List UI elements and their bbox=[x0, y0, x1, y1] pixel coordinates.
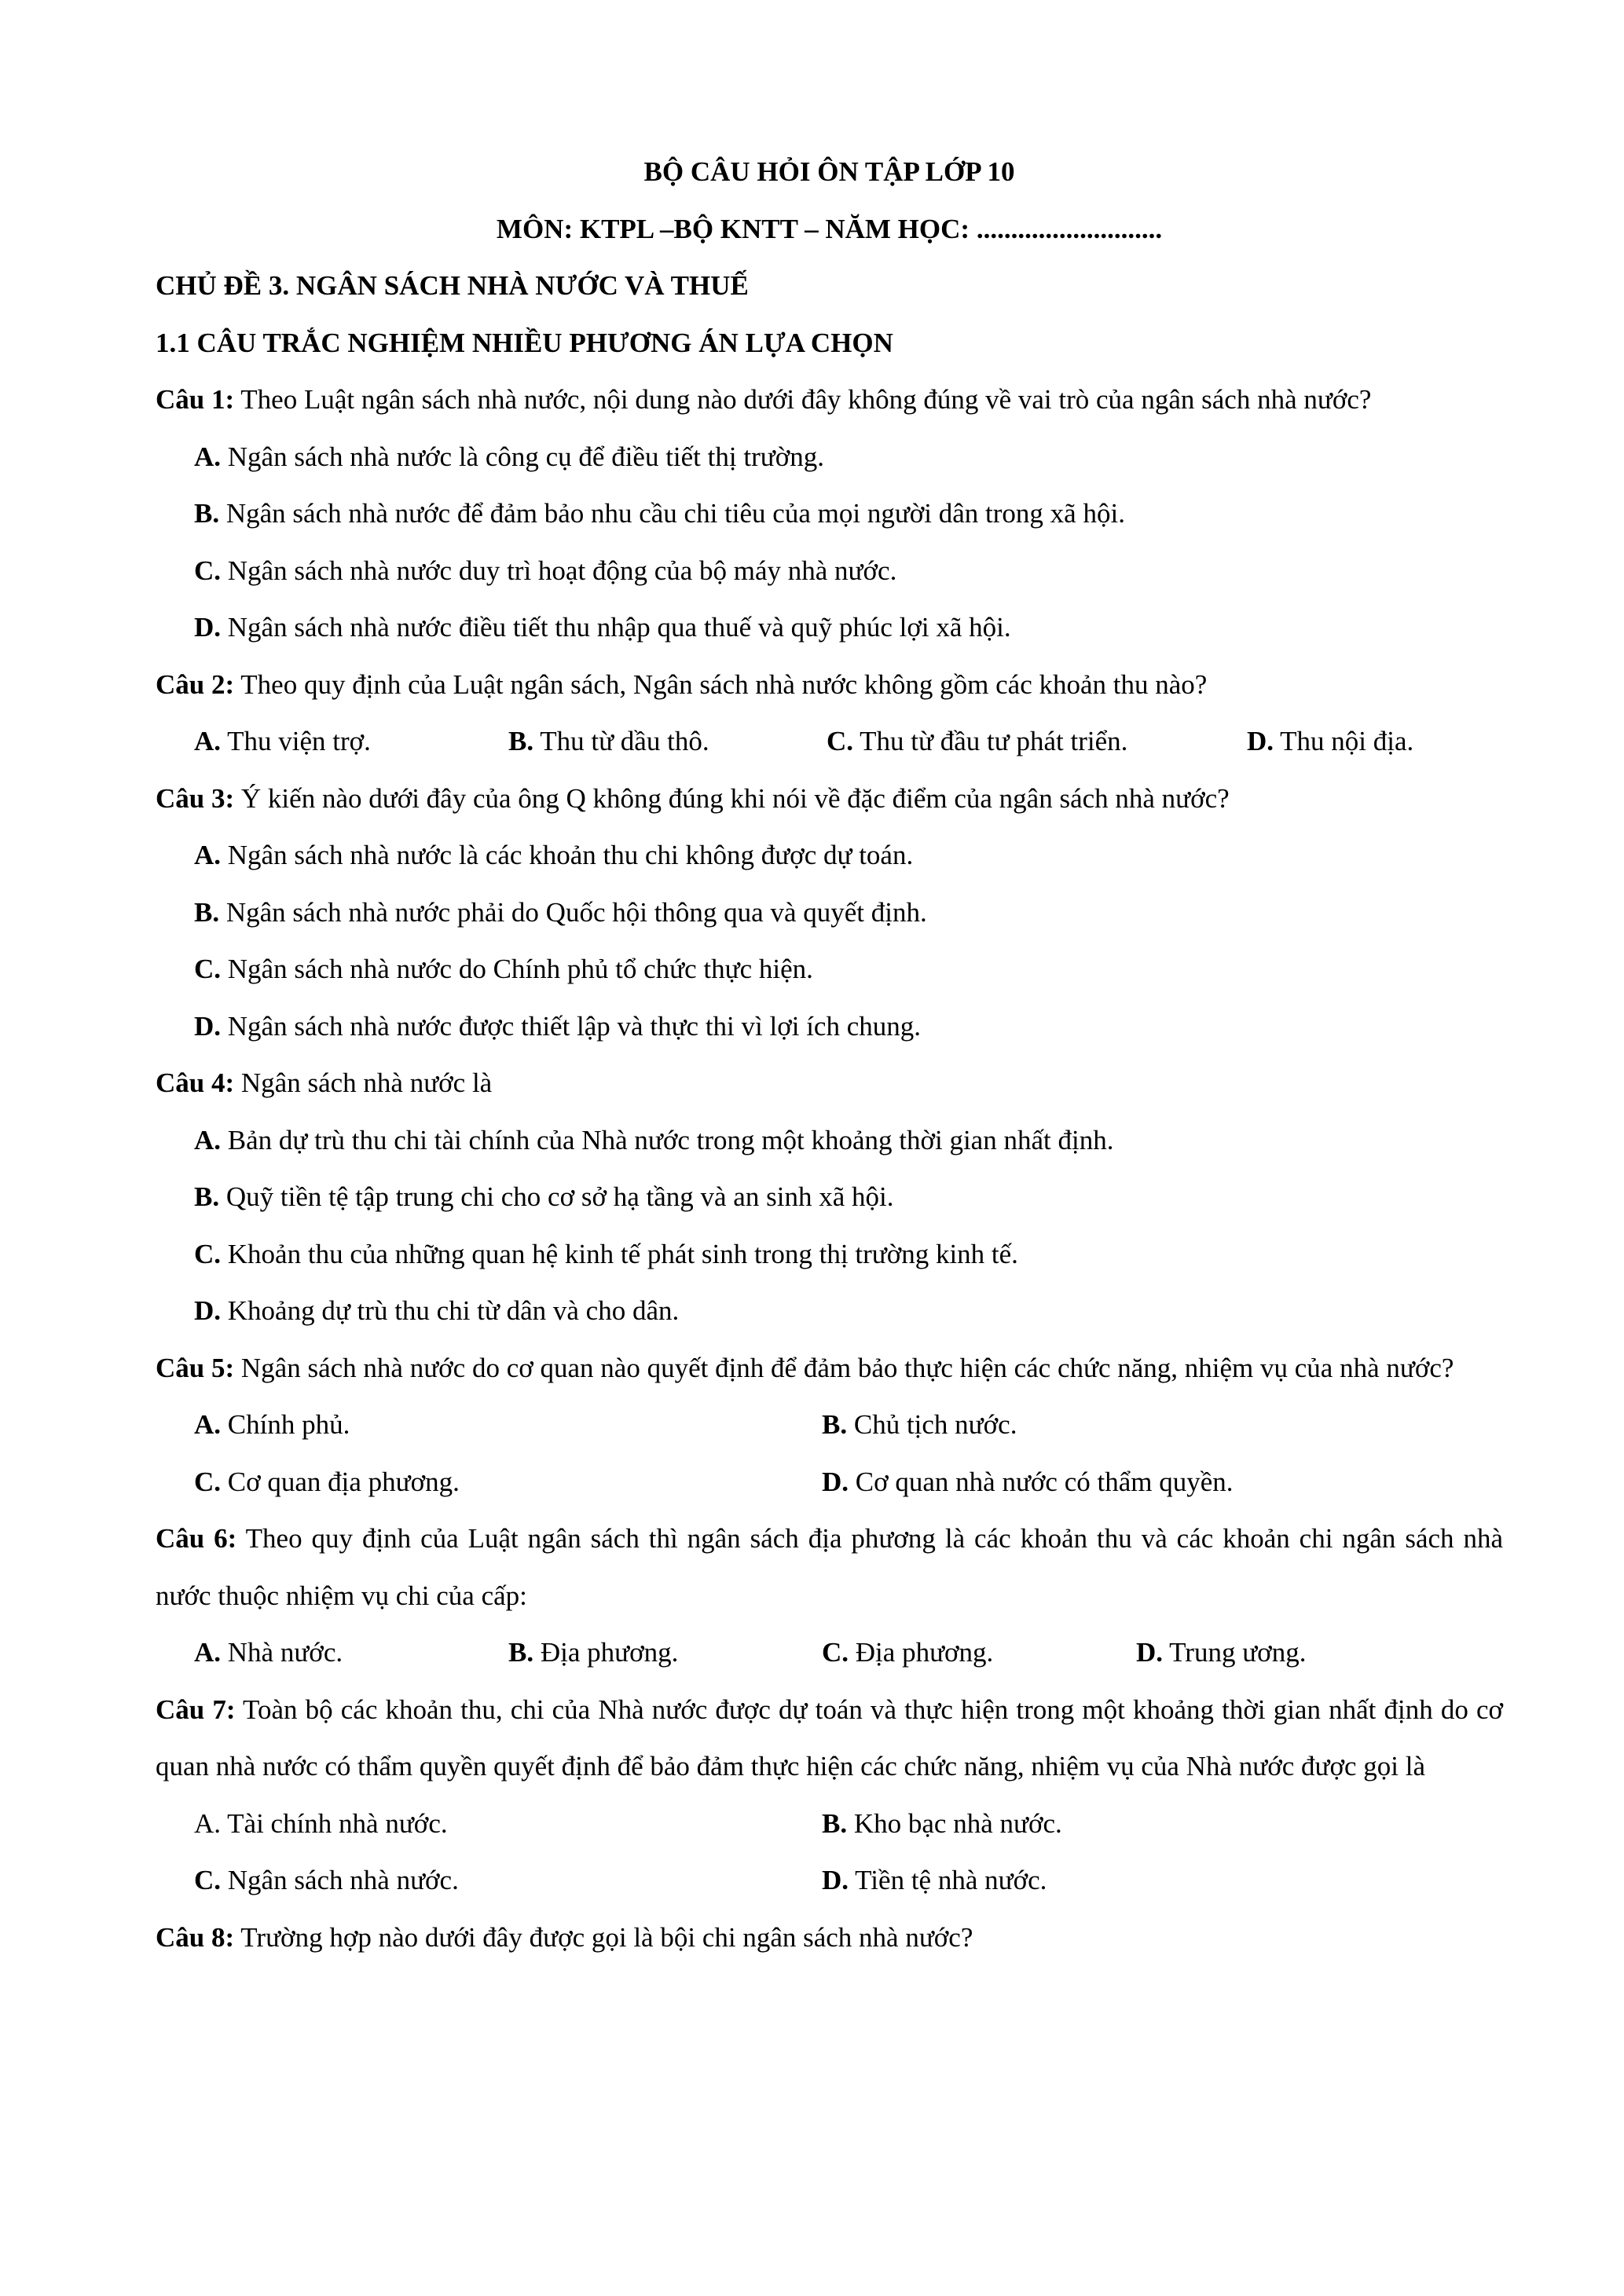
option-text: Thu viện trợ. bbox=[227, 726, 371, 756]
question-2-text: Theo quy định của Luật ngân sách, Ngân sách nhà nước không gồm các khoản thu nào? bbox=[240, 668, 1208, 700]
option-text: Ngân sách nhà nước do Chính phủ tổ chức thực hiện. bbox=[227, 954, 813, 984]
option-text: Ngân sách nhà nước điều tiết thu nhập qua thuế và quỹ phúc lợi xã hội. bbox=[227, 612, 1011, 643]
option-text: Khoản thu của những quan hệ kinh tế phát sinh trong thị trường kinh tế. bbox=[227, 1238, 1018, 1269]
question-7-option-a bbox=[194, 1796, 822, 1853]
page-title: BỘ CÂU HỎI ÔN TẬP LỚP 10 bbox=[643, 156, 1015, 187]
option-text: Địa phương. bbox=[540, 1637, 679, 1668]
question-2-label: Câu 2: bbox=[156, 668, 235, 700]
option-text: Ngân sách nhà nước phải do Quốc hội thông qua và quyết định. bbox=[225, 896, 927, 928]
topic-heading: CHỦ ĐỀ 3. NGÂN SÁCH NHÀ NƯỚC VÀ THUẾ bbox=[156, 270, 749, 301]
option-text: Tiền tệ nhà nước. bbox=[855, 1865, 1047, 1895]
option-text: Kho bạc nhà nước. bbox=[853, 1807, 1062, 1839]
option-text: Thu nội địa. bbox=[1280, 726, 1414, 756]
question-6 bbox=[156, 1511, 1503, 1624]
question-4-option-d bbox=[156, 1283, 1503, 1340]
question-1-option-a bbox=[156, 429, 1503, 486]
question-4 bbox=[156, 1055, 1503, 1112]
option-letter: A. bbox=[194, 726, 222, 756]
question-8-text: Trường hợp nào dưới đây được gọi là bội chi ngân sách nhà nước? bbox=[240, 1921, 973, 1953]
option-letter: D. bbox=[1247, 726, 1274, 756]
option-letter: C. bbox=[194, 1466, 222, 1497]
question-7-options bbox=[156, 1796, 1503, 1910]
option-text: Ngân sách nhà nước được thiết lập và thực thi vì lợi ích chung. bbox=[227, 1010, 921, 1042]
option-text: Nhà nước. bbox=[227, 1637, 343, 1668]
section-heading: 1.1 CÂU TRẮC NGHIỆM NHIỀU PHƯƠNG ÁN LỰA CHỌN bbox=[156, 327, 893, 358]
option-text: Ngân sách nhà nước duy trì hoạt động của bộ máy nhà nước. bbox=[227, 555, 897, 586]
option-letter: B. bbox=[194, 896, 220, 928]
question-4-text: Ngân sách nhà nước là bbox=[240, 1067, 493, 1098]
option-letter: C. bbox=[194, 1238, 222, 1269]
question-4-label: Câu 4: bbox=[156, 1067, 235, 1098]
option-letter: D. bbox=[194, 1010, 222, 1042]
question-6-options bbox=[156, 1624, 1503, 1682]
question-4-option-b bbox=[156, 1169, 1503, 1226]
option-text: Quỹ tiền tệ tập trung chi cho cơ sở hạ tầng và an sinh xã hội. bbox=[225, 1181, 894, 1212]
question-7-option-b bbox=[822, 1796, 1503, 1853]
question-6-text: Theo quy định của Luật ngân sách thì ngân sách địa phương là các khoản thu và các khoản chi ngân sách nhà nước thuộc nhiệm vụ chi của cấp: bbox=[156, 1523, 1504, 1611]
question-3-option-a bbox=[156, 827, 1503, 884]
question-1-option-d bbox=[156, 599, 1503, 657]
option-letter: D. bbox=[194, 612, 222, 643]
question-6-option-d bbox=[1136, 1624, 1306, 1682]
question-2-option-d bbox=[1247, 713, 1413, 771]
option-letter: A. bbox=[194, 840, 222, 870]
option-letter: D. bbox=[822, 1865, 849, 1895]
option-letter: B. bbox=[822, 1807, 848, 1839]
question-5-option-a bbox=[194, 1397, 822, 1454]
question-3-text: Ý kiến nào dưới đây của ông Q không đúng khi nói về đặc điểm của ngân sách nhà nước? bbox=[240, 782, 1230, 814]
question-3-option-b bbox=[156, 884, 1503, 942]
question-6-option-b bbox=[508, 1624, 822, 1682]
question-6-option-a bbox=[194, 1624, 508, 1682]
question-3 bbox=[156, 771, 1503, 828]
option-text: Chính phủ. bbox=[227, 1409, 350, 1440]
question-1-label: Câu 1: bbox=[156, 384, 235, 415]
option-letter: C. bbox=[194, 954, 222, 984]
option-text: Tài chính nhà nước. bbox=[227, 1807, 448, 1839]
option-letter: A. bbox=[194, 1807, 222, 1839]
option-text: Thu từ dầu thô. bbox=[540, 726, 709, 756]
question-5-label: Câu 5: bbox=[156, 1352, 235, 1383]
question-3-option-d bbox=[156, 998, 1503, 1056]
option-letter: C. bbox=[194, 1865, 222, 1895]
option-text: Bản dự trù thu chi tài chính của Nhà nước trong một khoảng thời gian nhất định. bbox=[227, 1124, 1114, 1155]
question-8-label: Câu 8: bbox=[156, 1921, 235, 1953]
option-text: Khoảng dự trù thu chi từ dân và cho dân. bbox=[227, 1295, 680, 1326]
option-text: Cơ quan địa phương. bbox=[227, 1466, 460, 1497]
option-letter: B. bbox=[508, 726, 534, 756]
question-6-label: Câu 6: bbox=[156, 1523, 237, 1554]
option-letter: B. bbox=[822, 1409, 848, 1440]
question-7-option-d bbox=[822, 1852, 1503, 1910]
question-7-text: Toàn bộ các khoản thu, chi của Nhà nước được dự toán và thực hiện trong một khoảng thời gian nhất định do cơ quan nhà nước có thẩm quyền quyết định để bảo đảm thực hiện các chức năng, nhiệm vụ của Nhà nước được gọi là bbox=[156, 1694, 1503, 1782]
question-1-option-b bbox=[156, 485, 1503, 543]
option-text: Ngân sách nhà nước để đảm bảo nhu cầu chi tiêu của mọi người dân trong xã hội. bbox=[225, 498, 1125, 529]
option-letter: D. bbox=[1136, 1637, 1164, 1668]
question-2-options bbox=[156, 713, 1503, 771]
question-5-text: Ngân sách nhà nước do cơ quan nào quyết định để đảm bảo thực hiện các chức năng, nhiệm vụ của nhà nước? bbox=[240, 1352, 1454, 1383]
option-letter: A. bbox=[194, 441, 222, 472]
question-7-label: Câu 7: bbox=[156, 1694, 236, 1725]
question-1-text: Theo Luật ngân sách nhà nước, nội dung nào dưới đây không đúng về vai trò của ngân sách nhà nước? bbox=[240, 384, 1372, 415]
subject-line: MÔN: KTPL –BỘ KNTT – NĂM HỌC: ........................... bbox=[496, 213, 1163, 244]
option-text: Ngân sách nhà nước. bbox=[227, 1865, 459, 1895]
question-7-option-c bbox=[194, 1852, 822, 1910]
option-letter: A. bbox=[194, 1637, 222, 1668]
option-text: Trung ương. bbox=[1169, 1637, 1307, 1668]
question-5-options bbox=[156, 1397, 1503, 1511]
option-letter: A. bbox=[194, 1409, 222, 1440]
option-text: Địa phương. bbox=[855, 1637, 994, 1668]
question-5-option-b bbox=[822, 1397, 1503, 1454]
question-5-option-c bbox=[194, 1454, 822, 1511]
option-letter: B. bbox=[194, 498, 220, 529]
option-letter: C. bbox=[194, 555, 222, 586]
question-5 bbox=[156, 1340, 1503, 1397]
option-text: Chủ tịch nước. bbox=[853, 1409, 1017, 1440]
question-3-label: Câu 3: bbox=[156, 782, 235, 814]
option-letter: C. bbox=[822, 1637, 849, 1668]
question-1 bbox=[156, 372, 1503, 429]
option-text: Thu từ đầu tư phát triển. bbox=[860, 726, 1128, 756]
option-text: Ngân sách nhà nước là các khoản thu chi không được dự toán. bbox=[227, 840, 914, 870]
option-letter: D. bbox=[822, 1466, 849, 1497]
question-2-option-a bbox=[194, 713, 508, 771]
question-8 bbox=[156, 1910, 1503, 1967]
question-3-option-c bbox=[156, 941, 1503, 998]
option-letter: A. bbox=[194, 1124, 222, 1155]
question-2-option-b bbox=[508, 713, 827, 771]
option-letter: B. bbox=[194, 1181, 220, 1212]
question-4-option-c bbox=[156, 1226, 1503, 1283]
question-2 bbox=[156, 657, 1503, 714]
option-text: Ngân sách nhà nước là công cụ để điều tiết thị trường. bbox=[227, 441, 824, 472]
question-1-option-c bbox=[156, 543, 1503, 600]
option-letter: B. bbox=[508, 1637, 534, 1668]
question-7 bbox=[156, 1682, 1503, 1796]
question-5-option-d bbox=[822, 1454, 1503, 1511]
option-text: Cơ quan nhà nước có thẩm quyền. bbox=[855, 1466, 1234, 1497]
question-2-option-c bbox=[827, 713, 1247, 771]
question-4-option-a bbox=[156, 1112, 1503, 1170]
option-letter: C. bbox=[827, 726, 854, 756]
option-letter: D. bbox=[194, 1295, 222, 1326]
question-6-option-c bbox=[822, 1624, 1136, 1682]
